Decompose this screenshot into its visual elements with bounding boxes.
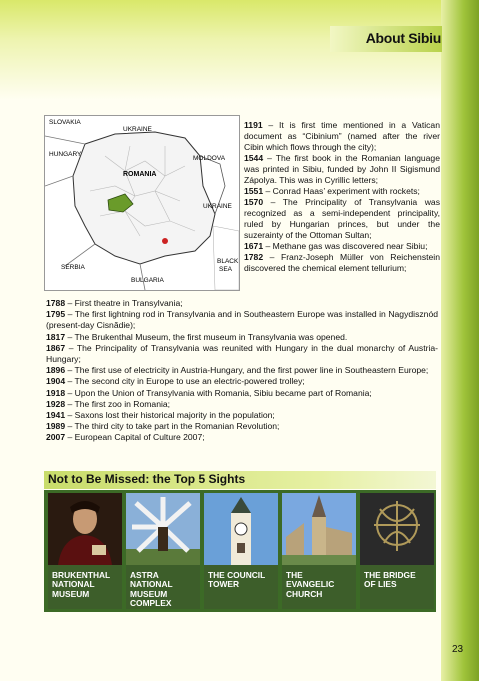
timeline-entry: 1904 – The second city in Europe to use an electric-powered trolley; [46,376,305,387]
sights-heading: Not to Be Missed: the Top 5 Sights [48,472,246,486]
map-label-bulgaria: BULGARIA [131,277,164,284]
evangelic-church-image [282,493,356,565]
map-label-slovakia: SLOVAKIA [49,119,81,126]
timeline-bottom [46,298,438,444]
windmill-image [126,493,200,565]
timeline-entry: 1782 – Franz-Joseph Müller von Reichenstein discovered the chemical element tellurium; [244,252,440,273]
timeline-right [244,120,440,274]
timeline-entry: 1817 – The Brukenthal Museum, the first museum in Transylvania was opened. [46,331,348,342]
timeline-entry: 1570 – The Principality of Transylvania was recognized as a semi-independent principality, ruled by Hungarian princes, but under the suzerainty of the Ottoman Sultan; [244,197,440,240]
timeline-entry: 1795 – The first lightning rod in Transylvania and in Southeastern Europe was installed in Nagydisznód (present-day Cisnădie); [46,309,438,331]
page-title: About Sibiu [365,30,441,46]
timeline-entry: 1867 – The Principality of Transylvania was reunited with Hungary in the dual monarchy of Austria-Hungary; [46,342,438,365]
sight-label: THE COUNCIL TOWER [204,565,278,609]
map-label-sea: SEA [219,266,233,273]
sights-strip [44,490,436,612]
sights-heading-bar [44,471,436,489]
sight-label: THE BRIDGE OF LIES [360,565,434,609]
timeline-entry: 2007 – European Capital of Culture 2007; [46,432,205,443]
map-label-hungary: HUNGARY [49,151,82,158]
map-label-moldova: MOLDOVA [193,155,226,162]
sight-card-council-tower[interactable] [204,493,278,609]
timeline-entry: 1928 – The first zoo in Romania; [46,398,171,409]
map-label-ukraine-south: UKRAINE [203,203,232,210]
timeline-entry: 1788 – First theatre in Transylvania; [46,298,183,308]
brukenthal-portrait-image [48,493,122,565]
sight-card-bridge-of-lies[interactable] [360,493,434,609]
timeline-entry: 1989 – The third city to take part in the Romanian Revolution; [46,421,280,432]
timeline-entry: 1191 – It is first time mentioned in a Vatican document as “Cibinium” (named after the river Cibin which flows through the city); [244,120,440,152]
map-label-serbia: SERBIA [61,264,85,271]
map-label-black: BLACK [217,258,239,265]
timeline-entry: 1941 – Saxons lost their historical majority in the population; [46,410,275,421]
timeline-entry: 1544 – The first book in the Romanian language was printed in Sibiu, funded by John II Sigismund Zápolya. This was in Cyrillic letters; [244,153,440,185]
right-stripe [441,0,479,681]
bridge-ironwork-image [360,493,434,565]
map-label-ukraine-north: UKRAINE [123,126,152,133]
timeline-entry: 1551 – Conrad Haas’ experiment with rockets; [244,186,420,196]
sight-label: THE EVANGELIC CHURCH [282,565,356,609]
romania-map [44,115,240,291]
sight-card-astra[interactable] [126,493,200,609]
sight-label: BRUKENTHAL NATIONAL MUSEUM [48,565,122,609]
map-label-romania: ROMANIA [123,171,157,178]
timeline-entry: 1918 – Upon the Union of Transylvania with Romania, Sibiu became part of Romania; [46,387,372,398]
council-tower-image [204,493,278,565]
sight-card-brukenthal[interactable] [48,493,122,609]
timeline-entry: 1671 – Methane gas was discovered near Sibiu; [244,241,428,251]
page-number: 23 [452,644,464,655]
map-graphic [45,116,239,290]
sight-label: ASTRA NATIONAL MUSEUM COMPLEX [126,565,200,609]
timeline-entry: 1896 – The first use of electricity in Austria-Hungary, and the first power line in Southeastern Europe; [46,365,429,376]
sight-card-evangelic-church[interactable] [282,493,356,609]
